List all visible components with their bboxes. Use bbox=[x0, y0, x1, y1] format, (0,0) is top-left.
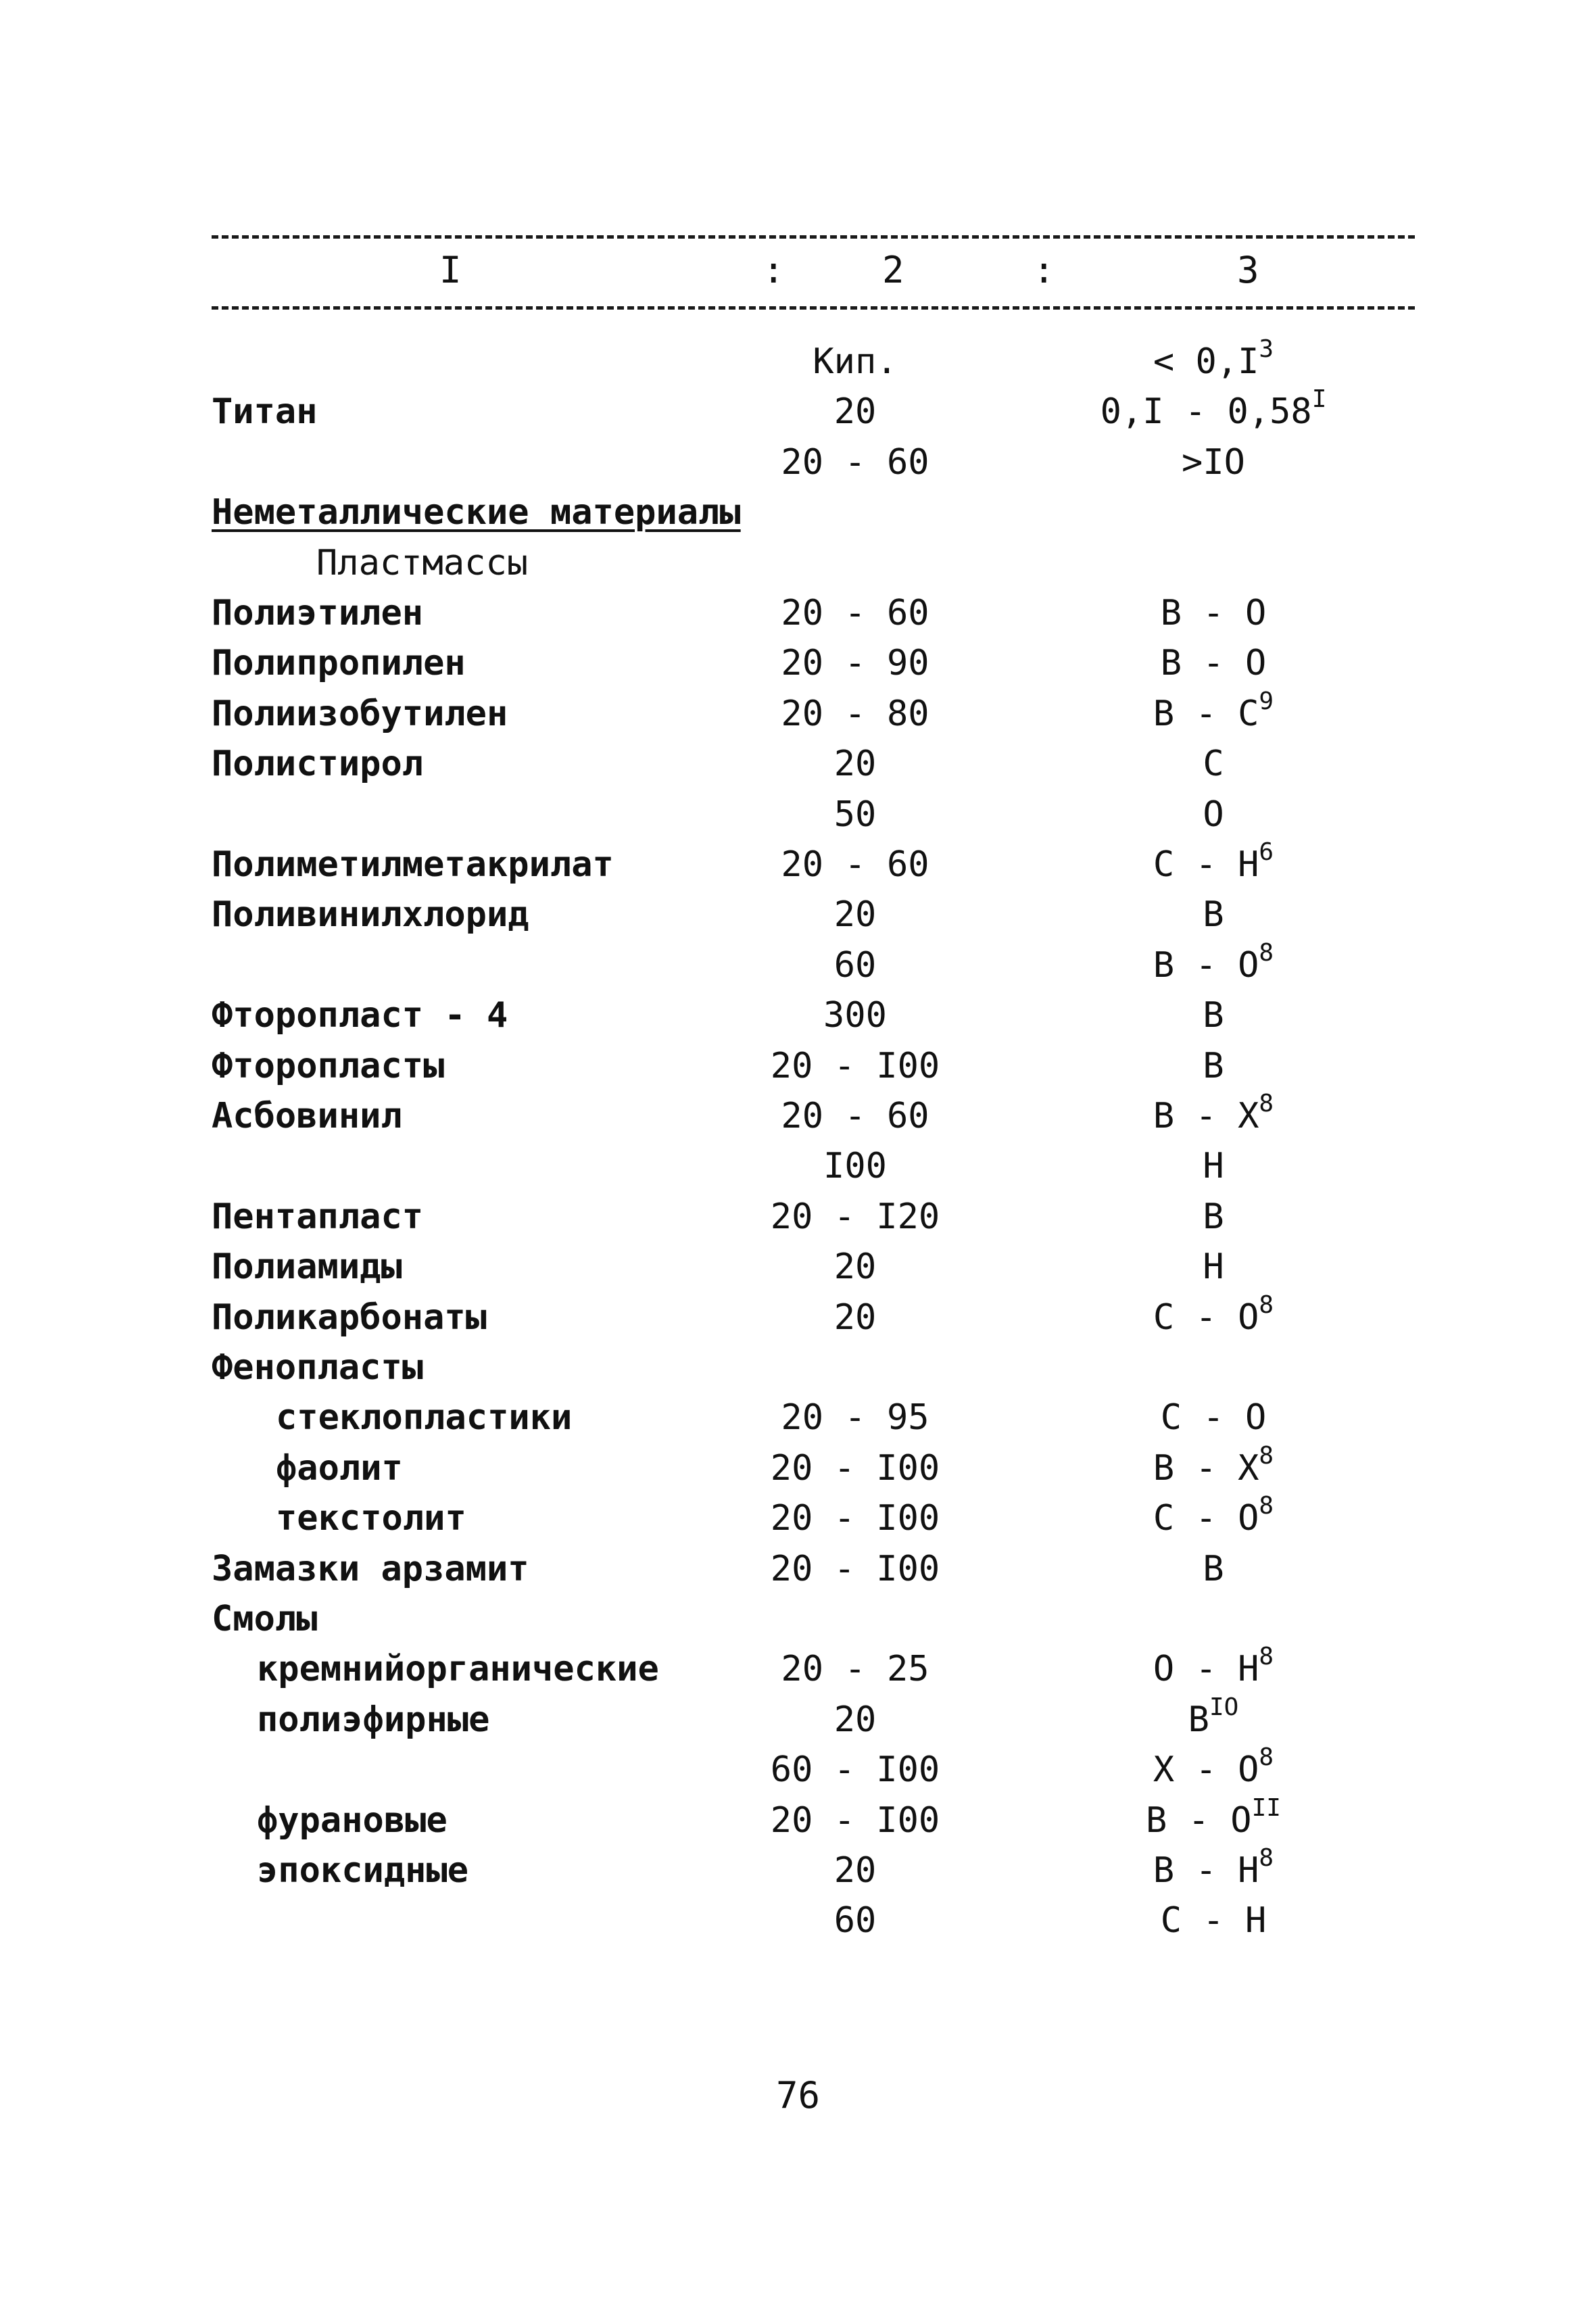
material-name: Пентапласт bbox=[212, 1197, 424, 1237]
temperature-cell: 50 bbox=[833, 794, 877, 835]
temperature-cell: 60 bbox=[833, 1900, 877, 1941]
table-row bbox=[0, 790, 1596, 840]
section-heading: Неметаллические материалы bbox=[212, 492, 741, 533]
resistance-cell bbox=[1055, 1845, 1372, 1900]
resistance-value: C - O bbox=[1153, 1297, 1259, 1338]
column-header-3: 3 bbox=[1237, 249, 1259, 291]
footnote-reference: 8 bbox=[1259, 1844, 1274, 1872]
column-header-2: 2 bbox=[882, 249, 904, 291]
resistance-value: O - H bbox=[1153, 1649, 1259, 1689]
resistance-value: C - O bbox=[1153, 1498, 1259, 1539]
material-name: полиэфирные bbox=[257, 1699, 490, 1740]
material-name: Поликарбонаты bbox=[212, 1297, 487, 1338]
resistance-value: B bbox=[1203, 995, 1224, 1036]
temperature-cell: 20 - I00 bbox=[770, 1800, 940, 1841]
material-name: текстолит bbox=[276, 1498, 466, 1539]
resistance-cell bbox=[1055, 638, 1372, 692]
table-row bbox=[0, 1695, 1596, 1745]
material-name: фаолит bbox=[276, 1448, 403, 1489]
resistance-cell bbox=[1055, 739, 1372, 793]
column-separator-2: : bbox=[1033, 249, 1055, 291]
resistance-value: >IO bbox=[1182, 442, 1245, 483]
column-header-1: I bbox=[439, 249, 462, 291]
table-row bbox=[0, 1594, 1596, 1645]
footnote-reference: I bbox=[1311, 385, 1327, 413]
column-separator-1: : bbox=[763, 249, 785, 291]
resistance-cell bbox=[1055, 1896, 1372, 1950]
resistance-cell bbox=[1055, 1091, 1372, 1145]
material-name: Поливинилхлорид bbox=[212, 894, 529, 935]
temperature-cell: 20 bbox=[833, 1699, 877, 1740]
table-row bbox=[0, 940, 1596, 991]
resistance-cell bbox=[1055, 1795, 1372, 1850]
resistance-value: B - X bbox=[1153, 1096, 1259, 1136]
material-name: Фторопласты bbox=[212, 1046, 445, 1086]
table-row bbox=[0, 1041, 1596, 1092]
table-header-bottom-rule bbox=[212, 306, 1415, 310]
table-row bbox=[0, 1293, 1596, 1343]
material-name: Фторопласт - 4 bbox=[212, 995, 508, 1036]
table-row bbox=[0, 1343, 1596, 1393]
material-name: Полиэтилен bbox=[212, 593, 424, 633]
table-row bbox=[0, 1896, 1596, 1946]
material-name: кремнийорганические bbox=[257, 1649, 659, 1689]
temperature-cell: 300 bbox=[823, 995, 887, 1036]
temperature-cell: 20 - I00 bbox=[770, 1549, 940, 1589]
footnote-reference: 8 bbox=[1259, 1643, 1274, 1670]
material-name: Асбовинил bbox=[212, 1096, 402, 1136]
resistance-value: B - O bbox=[1160, 593, 1267, 633]
temperature-cell: 20 bbox=[833, 744, 877, 784]
table-row bbox=[0, 538, 1596, 589]
temperature-cell: 20 - 25 bbox=[781, 1649, 929, 1689]
resistance-value: O bbox=[1203, 794, 1224, 835]
resistance-cell bbox=[1055, 990, 1372, 1044]
table-row bbox=[0, 588, 1596, 639]
resistance-value: H bbox=[1203, 1247, 1224, 1287]
resistance-value: H bbox=[1203, 1146, 1224, 1186]
temperature-cell: 20 - I00 bbox=[770, 1498, 940, 1539]
resistance-cell bbox=[1055, 890, 1372, 944]
temperature-cell: 20 bbox=[833, 1247, 877, 1287]
material-name: Титан bbox=[212, 391, 318, 432]
table-row bbox=[0, 1242, 1596, 1293]
resistance-cell bbox=[1055, 1192, 1372, 1246]
table-row bbox=[0, 840, 1596, 890]
material-name: Полистирол bbox=[212, 744, 424, 784]
temperature-cell: 20 - I00 bbox=[770, 1448, 940, 1489]
table-row bbox=[0, 1393, 1596, 1443]
table-row bbox=[0, 1544, 1596, 1595]
resistance-cell bbox=[1055, 437, 1372, 491]
resistance-cell bbox=[1055, 1141, 1372, 1195]
table-row bbox=[0, 1644, 1596, 1695]
footnote-reference: IO bbox=[1209, 1693, 1239, 1721]
footnote-reference: 3 bbox=[1259, 335, 1274, 363]
resistance-cell bbox=[1055, 1644, 1372, 1698]
resistance-value: B - X bbox=[1153, 1448, 1259, 1489]
material-name: Фенопласты bbox=[212, 1347, 424, 1388]
table-row bbox=[0, 437, 1596, 488]
material-name: Смолы bbox=[212, 1599, 318, 1639]
table-row bbox=[0, 638, 1596, 689]
resistance-value: B bbox=[1203, 1197, 1224, 1237]
temperature-cell: 20 - 80 bbox=[781, 694, 929, 734]
temperature-cell: Кип. bbox=[813, 341, 898, 382]
temperature-cell: 20 - 60 bbox=[781, 593, 929, 633]
resistance-value: B - O bbox=[1146, 1800, 1252, 1841]
temperature-cell: 60 bbox=[833, 945, 877, 986]
table-row bbox=[0, 337, 1596, 387]
temperature-cell: 20 bbox=[833, 391, 877, 432]
temperature-cell: 20 - 60 bbox=[781, 442, 929, 483]
footnote-reference: 9 bbox=[1259, 687, 1274, 715]
table-row bbox=[0, 1141, 1596, 1192]
material-name: Пластмассы bbox=[316, 543, 529, 583]
material-name: Полиметилметакрилат bbox=[212, 844, 614, 885]
resistance-cell bbox=[1055, 387, 1372, 441]
resistance-cell bbox=[1055, 1041, 1372, 1095]
resistance-cell bbox=[1055, 1393, 1372, 1447]
temperature-cell: 20 - 95 bbox=[781, 1397, 929, 1438]
temperature-cell: 20 - I00 bbox=[770, 1046, 940, 1086]
table-row bbox=[0, 1192, 1596, 1243]
resistance-cell bbox=[1055, 940, 1372, 994]
resistance-cell bbox=[1055, 1695, 1372, 1749]
resistance-value: B - C bbox=[1153, 694, 1259, 734]
temperature-cell: 60 - I00 bbox=[770, 1750, 940, 1790]
table-row bbox=[0, 990, 1596, 1041]
resistance-value: B bbox=[1188, 1699, 1209, 1740]
resistance-cell bbox=[1055, 1242, 1372, 1296]
table-row bbox=[0, 1091, 1596, 1142]
table-row bbox=[0, 689, 1596, 740]
material-name: Замазки арзамит bbox=[212, 1549, 529, 1589]
table-row bbox=[0, 890, 1596, 940]
table-row bbox=[0, 1845, 1596, 1896]
resistance-cell bbox=[1055, 588, 1372, 642]
temperature-cell: 20 - 60 bbox=[781, 1096, 929, 1136]
resistance-value: C bbox=[1203, 744, 1224, 784]
resistance-value: B bbox=[1203, 1046, 1224, 1086]
table-row bbox=[0, 487, 1596, 538]
table-row bbox=[0, 1795, 1596, 1846]
footnote-reference: 6 bbox=[1259, 838, 1274, 866]
page-number: 76 bbox=[775, 2074, 821, 2117]
resistance-cell bbox=[1055, 790, 1372, 844]
table-row bbox=[0, 739, 1596, 790]
resistance-value: < 0,I bbox=[1153, 341, 1259, 382]
resistance-cell bbox=[1055, 840, 1372, 894]
resistance-value: 0,I - 0,58 bbox=[1100, 391, 1312, 432]
material-name: Полиизобутилен bbox=[212, 694, 508, 734]
table-row bbox=[0, 1745, 1596, 1795]
resistance-value: C - O bbox=[1160, 1397, 1267, 1438]
resistance-value: B bbox=[1203, 1549, 1224, 1589]
resistance-value: B - O bbox=[1153, 945, 1259, 986]
resistance-value: B - H bbox=[1153, 1850, 1259, 1891]
footnote-reference: 8 bbox=[1259, 1291, 1274, 1319]
material-name: стеклопластики bbox=[276, 1397, 573, 1438]
resistance-cell bbox=[1055, 1443, 1372, 1497]
temperature-cell: 20 - 90 bbox=[781, 643, 929, 683]
footnote-reference: 8 bbox=[1259, 1442, 1274, 1470]
temperature-cell: 20 bbox=[833, 1850, 877, 1891]
table-row bbox=[0, 1493, 1596, 1544]
footnote-reference: 8 bbox=[1259, 1743, 1274, 1771]
resistance-cell bbox=[1055, 1293, 1372, 1347]
resistance-value: B - O bbox=[1160, 643, 1267, 683]
footnote-reference: 8 bbox=[1259, 1492, 1274, 1520]
temperature-cell: 20 - 60 bbox=[781, 844, 929, 885]
material-name: фурановые bbox=[257, 1800, 448, 1841]
temperature-cell: 20 bbox=[833, 1297, 877, 1338]
temperature-cell: 20 bbox=[833, 894, 877, 935]
material-name: Полипропилен bbox=[212, 643, 466, 683]
temperature-cell: 20 - I20 bbox=[770, 1197, 940, 1237]
resistance-value: B bbox=[1203, 894, 1224, 935]
table-header-top-rule bbox=[212, 235, 1415, 239]
footnote-reference: II bbox=[1251, 1794, 1281, 1822]
resistance-cell bbox=[1055, 1544, 1372, 1598]
table-row bbox=[0, 387, 1596, 437]
temperature-cell: I00 bbox=[823, 1146, 887, 1186]
resistance-cell bbox=[1055, 689, 1372, 743]
resistance-value: C - H bbox=[1160, 1900, 1267, 1941]
material-name: Полиамиды bbox=[212, 1247, 402, 1287]
resistance-cell bbox=[1055, 1745, 1372, 1799]
footnote-reference: 8 bbox=[1259, 1090, 1274, 1117]
resistance-cell bbox=[1055, 1493, 1372, 1547]
resistance-cell bbox=[1055, 337, 1372, 391]
resistance-value: X - O bbox=[1153, 1750, 1259, 1790]
footnote-reference: 8 bbox=[1259, 939, 1274, 967]
material-name: эпоксидные bbox=[257, 1850, 469, 1891]
table-row bbox=[0, 1443, 1596, 1494]
resistance-value: C - H bbox=[1153, 844, 1259, 885]
